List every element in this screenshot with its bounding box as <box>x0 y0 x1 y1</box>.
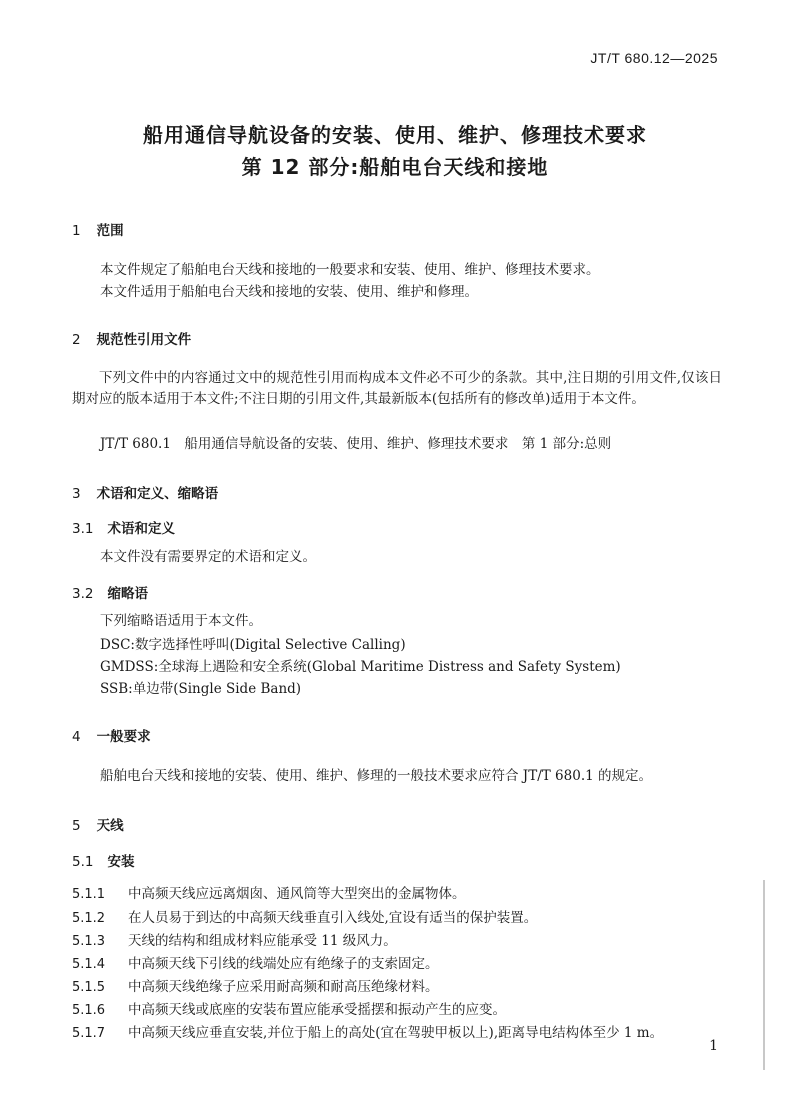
section-5-1-heading <box>72 850 134 870</box>
section-3-1-heading <box>72 517 175 537</box>
scan-edge-mark <box>763 880 765 1070</box>
normative-reference: JT/T 680.1 船用通信导航设备的安装、使用、维护、修理技术要求 第 1 部分:总则 <box>100 436 612 452</box>
section-number: 5 <box>72 818 81 834</box>
clause-text: 中高频天线应垂直安装,并位于船上的高处(宜在驾驶甲板以上),距离导电结构体至少 1 m。 <box>128 1025 664 1041</box>
document-title-line1: 船用通信导航设备的安装、使用、维护、修理技术要求 <box>143 123 647 147</box>
section-number: 3.1 <box>72 521 94 537</box>
section-number: 5.1 <box>72 854 94 870</box>
section-5-heading <box>72 814 124 834</box>
clause-number: 5.1.6 <box>72 1003 106 1018</box>
clause-number: 5.1.3 <box>72 934 106 949</box>
section-number: 3 <box>72 486 81 502</box>
section-number: 4 <box>72 729 81 745</box>
paragraph: 船舶电台天线和接地的安装、使用、维护、修理的一般技术要求应符合 JT/T 680.1 的规定。 <box>100 768 652 784</box>
clause-number: 5.1.2 <box>72 911 106 926</box>
section-title: 安装 <box>107 854 135 870</box>
clause-number: 5.1.4 <box>72 957 106 972</box>
section-4-heading <box>72 725 151 745</box>
section-3-heading <box>72 482 218 502</box>
section-number: 1 <box>72 223 81 239</box>
clause-text: 在人员易于到达的中高频天线垂直引入线处,宜设有适当的保护装置。 <box>128 910 538 926</box>
abbreviation-item: GMDSS:全球海上遇险和安全系统(Global Maritime Distress and Safety System) <box>100 659 621 675</box>
section-title: 缩略语 <box>107 586 148 602</box>
abbreviation-item: SSB:单边带(Single Side Band) <box>100 681 302 697</box>
clause-text: 中高频天线或底座的安装布置应能承受摇摆和振动产生的应变。 <box>128 1002 506 1018</box>
clause-number: 5.1.7 <box>72 1026 106 1041</box>
section-title: 天线 <box>96 818 124 834</box>
paragraph: 本文件适用于船舶电台天线和接地的安装、使用、维护和修理。 <box>100 284 478 300</box>
paragraph: 本文件规定了船舶电台天线和接地的一般要求和安装、使用、维护、修理技术要求。 <box>100 262 600 278</box>
clause-number: 5.1.1 <box>72 887 106 902</box>
clause-item <box>72 952 439 972</box>
paragraph: 下列缩略语适用于本文件。 <box>100 613 262 629</box>
clause-number: 5.1.5 <box>72 980 106 995</box>
section-title: 术语和定义 <box>107 521 175 537</box>
clause-text: 中高频天线下引线的线端处应有绝缘子的支索固定。 <box>128 956 439 972</box>
abbreviation-item: DSC:数字选择性呼叫(Digital Selective Calling) <box>100 637 406 653</box>
section-3-2-heading <box>72 582 148 602</box>
document-title-line2: 第 12 部分:船舶电台天线和接地 <box>241 155 549 179</box>
section-number: 2 <box>72 332 81 348</box>
section-number: 3.2 <box>72 586 94 602</box>
clause-text: 中高频天线绝缘子应采用耐高频和耐高压绝缘材料。 <box>128 979 439 995</box>
clause-text: 中高频天线应远离烟囱、通风筒等大型突出的金属物体。 <box>128 886 466 902</box>
paragraph: 下列文件中的内容通过文中的规范性引用而构成本文件必不可少的条款。其中,注日期的引用文件,仅该日期对应的版本适用于本文件;不注日期的引用文件,其最新版本(包括所有的修改单)适用于本文件。 <box>72 370 722 407</box>
clause-text: 天线的结构和组成材料应能承受 11 级风力。 <box>128 933 397 949</box>
section-1-heading <box>72 219 124 239</box>
section-2-heading <box>72 328 191 348</box>
section-title: 规范性引用文件 <box>96 332 192 348</box>
clause-item <box>72 929 397 949</box>
section-title: 一般要求 <box>96 729 151 745</box>
clause-item <box>72 1021 663 1041</box>
clause-item <box>72 882 466 902</box>
section-title: 术语和定义、缩略语 <box>96 486 219 502</box>
paragraph: 本文件没有需要界定的术语和定义。 <box>100 549 316 565</box>
standard-code: JT/T 680.12—2025 <box>590 50 718 66</box>
page-number: 1 <box>709 1038 718 1054</box>
clause-item <box>72 998 506 1018</box>
clause-item <box>72 906 537 926</box>
clause-item <box>72 975 439 995</box>
section-title: 范围 <box>96 223 124 239</box>
